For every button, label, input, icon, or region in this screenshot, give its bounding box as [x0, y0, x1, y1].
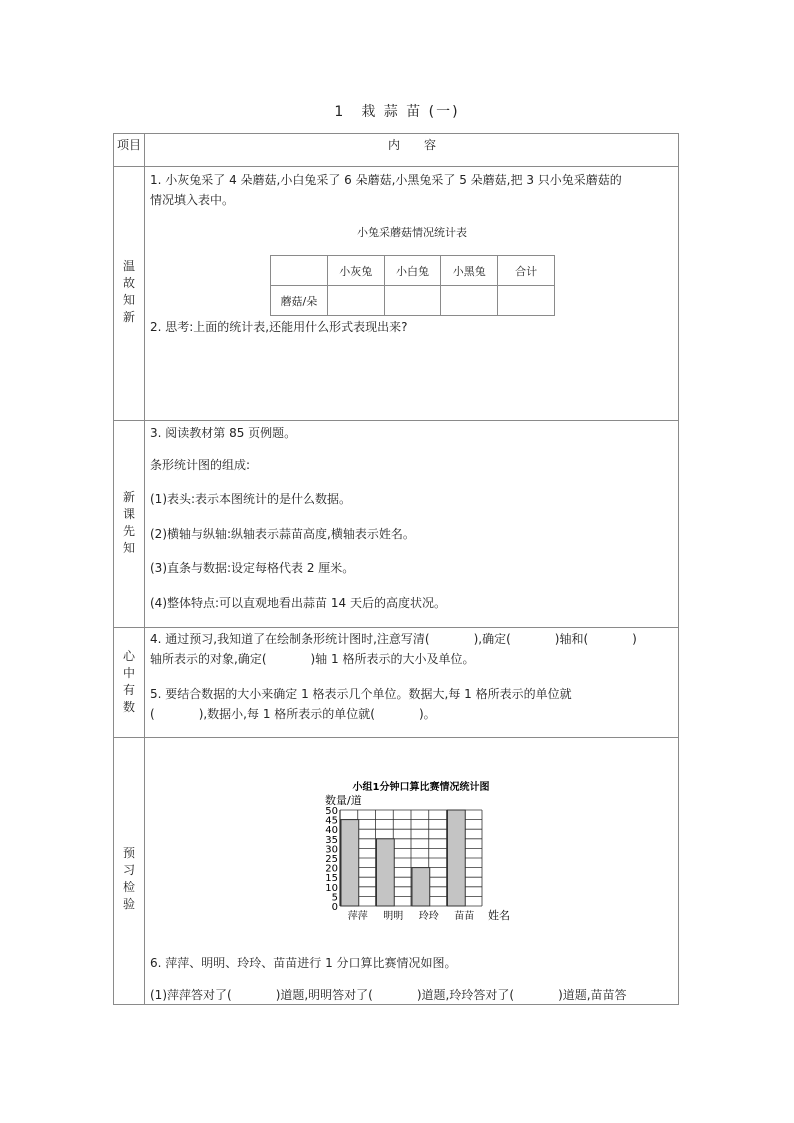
composition-item: (2)横轴与纵轴:纵轴表示蒜苗高度,横轴表示姓名。	[150, 527, 415, 541]
answer-cell[interactable]	[441, 286, 498, 316]
bar-玲玲	[412, 868, 430, 906]
y-tick-label: 20	[325, 863, 338, 875]
y-tick-label: 5	[331, 892, 338, 904]
y-tick-label: 15	[325, 873, 338, 885]
y-tick-label: 10	[325, 882, 338, 894]
y-tick-label: 40	[325, 825, 338, 837]
table-header-cell: 小灰兔	[327, 256, 384, 286]
question-2: 2. 思考:上面的统计表,还能用什么形式表现出来?	[150, 320, 408, 334]
question-5-line2: ( ),数据小,每 1 格所表示的单位就( )。	[150, 707, 436, 721]
answer-cell[interactable]	[498, 286, 555, 316]
table-header-cell: 小黑兔	[441, 256, 498, 286]
question-1-line2: 情况填入表中。	[150, 193, 235, 207]
chart-xlabel: 姓名	[488, 909, 510, 922]
y-tick-label: 45	[325, 815, 338, 827]
table-header-cell: 合计	[498, 256, 555, 286]
question-1-line1: 1. 小灰兔采了 4 朵蘑菇,小白兔采了 6 朵蘑菇,小黑兔采了 5 朵蘑菇,把 3 只小兔采蘑菇的	[150, 173, 622, 187]
stats-table-title: 小兔采蘑菇情况统计表	[357, 226, 467, 239]
column-divider	[144, 134, 145, 1004]
row-divider	[114, 627, 678, 628]
x-tick-label: 苗苗	[454, 911, 475, 922]
chart-ylabel: 数量/道	[325, 794, 362, 807]
composition-item: (4)整体特点:可以直观地看出蒜苗 14 天后的高度状况。	[150, 596, 446, 610]
composition-item: (3)直条与数据:设定每格代表 2 厘米。	[150, 561, 355, 575]
x-tick-label: 明明	[383, 911, 404, 922]
composition-item: (1)表头:表示本图统计的是什么数据。	[150, 492, 352, 506]
question-3: 3. 阅读教材第 85 页例题。	[150, 426, 297, 440]
row-divider	[114, 737, 678, 738]
label-check: 预 习 检 验	[122, 846, 135, 911]
question-6-1: (1)萍萍答对了( )道题,明明答对了( )道题,玲玲答对了( )道题,苗苗答	[150, 988, 627, 1002]
table-row-label: 蘑菇/朵	[271, 286, 328, 316]
answer-cell[interactable]	[327, 286, 384, 316]
answer-cell[interactable]	[384, 286, 441, 316]
bar-苗苗	[448, 810, 466, 906]
y-tick-label: 25	[325, 854, 338, 865]
worksheet-table	[113, 133, 679, 1005]
stats-table	[270, 255, 555, 316]
label-review: 温 故 知 新	[122, 259, 135, 324]
chart-title: 小组1分钟口算比赛情况统计图	[352, 782, 490, 793]
question-4-line2: 轴所表示的对象,确定( )轴 1 格所表示的大小及单位。	[150, 652, 475, 666]
y-tick-label: 30	[325, 844, 338, 856]
question-4-line1: 4. 通过预习,我知道了在绘制条形统计图时,注意写清( ),确定( )轴和( )	[150, 632, 637, 646]
header-item: 项目	[116, 138, 141, 152]
bar-明明	[377, 839, 395, 906]
header-content: 内 容	[387, 138, 436, 152]
page-title: 1 栽 蒜 苗 (一)	[334, 104, 460, 120]
x-tick-label: 玲玲	[418, 911, 439, 922]
y-tick-label: 35	[325, 834, 338, 846]
composition-intro: 条形统计图的组成:	[150, 458, 251, 472]
question-5-line1: 5. 要结合数据的大小来确定 1 格表示几个单位。数据大,每 1 格所表示的单位就	[150, 687, 572, 701]
x-tick-label: 萍萍	[347, 911, 368, 922]
y-tick-label: 50	[325, 806, 338, 817]
y-tick-label: 0	[331, 902, 338, 913]
table-header-cell: 小白兔	[384, 256, 441, 286]
bar-chart	[314, 779, 514, 929]
row-divider	[114, 420, 678, 421]
label-new: 新 课 先 知	[122, 490, 135, 555]
row-divider	[114, 166, 678, 167]
table-header-cell	[271, 256, 328, 286]
label-mind: 心 中 有 数	[122, 649, 135, 714]
bar-萍萍	[341, 820, 359, 906]
question-6: 6. 萍萍、明明、玲玲、苗苗进行 1 分口算比赛情况如图。	[150, 956, 457, 970]
